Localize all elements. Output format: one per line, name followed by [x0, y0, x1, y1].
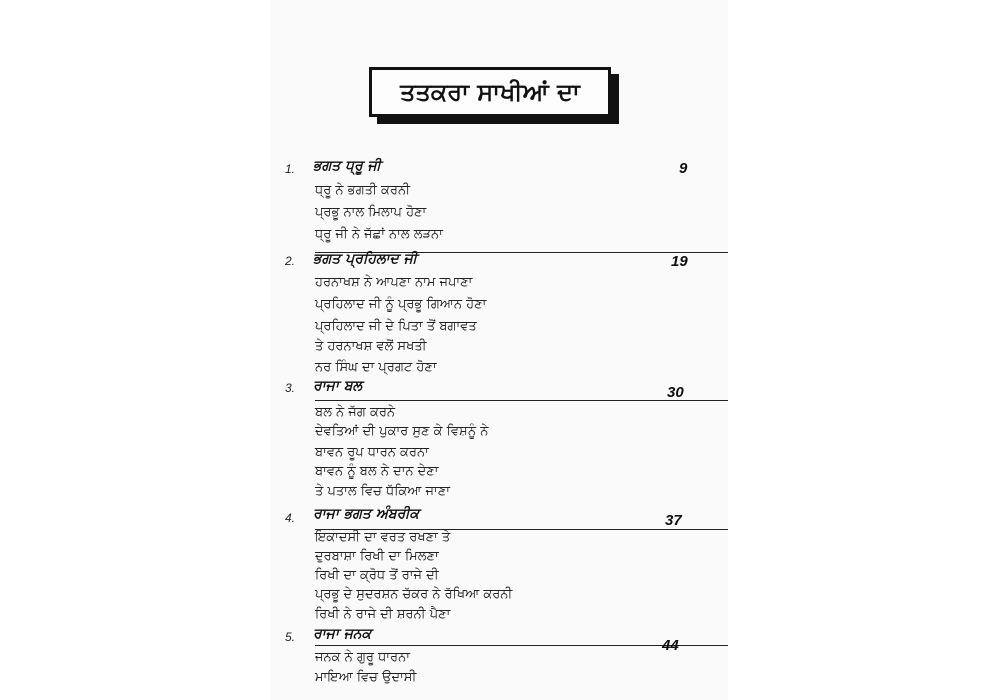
toc-item: ਧ੍ਰੂ ਜੀ ਨੇ ਜੱਛਾਂ ਨਾਲ ਲੜਨਾ	[315, 227, 443, 242]
section-page-number: 19	[671, 253, 688, 270]
section-page-number: 37	[665, 512, 682, 529]
toc-item: ਰਿਖੀ ਨੇ ਰਾਜੇ ਦੀ ਸ਼ਰਨੀ ਪੈਣਾ	[315, 607, 451, 622]
toc-item: ਪ੍ਰਭੂ ਦੇ ਸੁਦਰਸ਼ਨ ਚੱਕਰ ਨੇ ਰੱਖਿਆ ਕਰਨੀ	[315, 587, 513, 602]
section-heading: ਰਾਜਾ ਜਨਕ	[313, 626, 372, 642]
section-number: 3.	[285, 381, 296, 395]
toc-item: ਨਰ ਸਿੰਘ ਦਾ ਪ੍ਰਗਟ ਹੋਣਾ	[315, 360, 437, 375]
toc-item: ਪ੍ਰਭੂ ਨਾਲ ਮਿਲਾਪ ਹੋਣਾ	[315, 205, 427, 220]
toc-item: ਤੇ ਪਤਾਲ ਵਿਚ ਧੱਕਿਆ ਜਾਣਾ	[315, 484, 450, 499]
section-page-number: 30	[667, 384, 684, 401]
section-number: 2.	[285, 254, 296, 268]
section-number: 5.	[285, 630, 296, 644]
section-heading: ਭਗਤ ਧ੍ਰੂ ਜੀ	[313, 158, 381, 174]
toc-item: ਤੇ ਹਰਨਾਖਸ਼ ਵਲੋਂ ਸਖਤੀ	[315, 339, 427, 354]
toc-item: ਹਰਨਾਖਸ਼ ਨੇ ਆਪਣਾ ਨਾਮ ਜਪਾਣਾ	[315, 275, 473, 290]
section-heading: ਭਗਤ ਪ੍ਰਹਿਲਾਦ ਜੀ	[313, 251, 417, 267]
section-number: 1.	[285, 162, 296, 176]
toc-item: ਬਾਵਨ ਰੂਪ ਧਾਰਨ ਕਰਨਾ	[315, 445, 429, 460]
toc-item: ਇਕਾਦਸੀ ਦਾ ਵਰਤ ਰਖਣਾ ਤੇ	[315, 530, 451, 545]
toc-item: ਮਾਇਆ ਵਿਚ ਉਦਾਸੀ	[315, 670, 417, 685]
toc-item: ਰਿਖੀ ਦਾ ਕ੍ਰੋਧ ਤੋਂ ਰਾਜੇ ਦੀ	[315, 568, 439, 583]
page-title: ਤਤਕਰਾ ਸਾਖੀਆਂ ਦਾ	[369, 67, 611, 117]
section-heading: ਰਾਜਾ ਭਗਤ ਅੰਬਰੀਕ	[313, 506, 420, 522]
section-page-number: 44	[662, 637, 679, 654]
toc-item: ਬਲ ਨੇ ਜੱਗ ਕਰਨੇ	[315, 405, 396, 420]
section-page-number: 9	[679, 160, 688, 177]
toc-item: ਦੇਵਤਿਆਂ ਦੀ ਪੁਕਾਰ ਸੁਣ ਕੇ ਵਿਸ਼ਨੂੰ ਨੇ	[315, 424, 489, 439]
toc-item: ਜਨਕ ਨੇ ਗੁਰੂ ਧਾਰਨਾ	[315, 650, 410, 665]
section-number: 4.	[285, 511, 296, 525]
toc-item: ਦੁਰਬਾਸ਼ਾ ਰਿਖੀ ਦਾ ਮਿਲਣਾ	[315, 549, 439, 564]
section-heading: ਰਾਜਾ ਬਲ	[313, 378, 362, 394]
toc-item: ਬਾਵਨ ਨੂੰ ਬਲ ਨੇ ਦਾਨ ਦੇਣਾ	[315, 464, 439, 479]
toc-item: ਪ੍ਰਹਿਲਾਦ ਜੀ ਦੇ ਪਿਤਾ ਤੋਂ ਬਗਾਵਤ	[315, 319, 477, 334]
toc-item: ਪ੍ਰਹਿਲਾਦ ਜੀ ਨੂੰ ਪ੍ਰਭੂ ਗਿਆਨ ਹੋਣਾ	[315, 297, 487, 312]
toc-item: ਧ੍ਰੂ ਨੇ ਭਗਤੀ ਕਰਨੀ	[315, 183, 410, 198]
